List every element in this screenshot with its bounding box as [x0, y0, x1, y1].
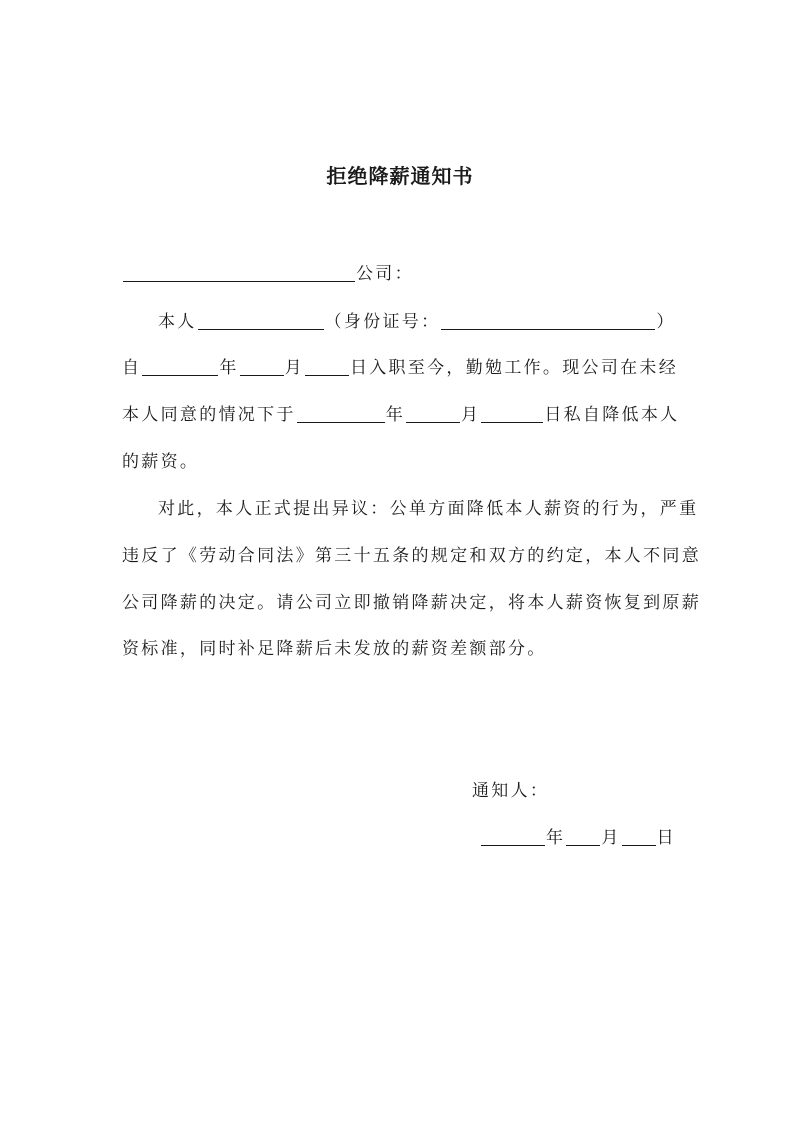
p1-line4: 的薪资。 — [122, 452, 200, 472]
sign-day-label: 日 — [656, 828, 676, 848]
notifier-label: 通知人： — [472, 781, 550, 801]
sign-month-label: 月 — [601, 828, 621, 848]
hire-day-blank[interactable] — [305, 357, 349, 376]
sign-year-blank[interactable] — [481, 827, 545, 846]
p2-line4: 资标准，同时补足降薪后未发放的薪资差额部分。 — [122, 639, 547, 659]
p1-line3-year: 年 — [385, 405, 406, 425]
p1-line3-month: 月 — [461, 405, 481, 425]
cut-month-blank[interactable] — [406, 404, 460, 423]
p1-line3-rest: 日私自降低本人 — [544, 405, 680, 425]
p1-line2 — [122, 353, 682, 378]
p1-line2-month: 月 — [284, 358, 304, 378]
hire-month-blank[interactable] — [240, 357, 284, 376]
p1-line1-prefix: 本人 — [158, 312, 197, 332]
p2-line3: 公司降薪的决定。请公司立即撤销降薪决定，将本人薪资恢复到原薪 — [122, 593, 701, 613]
p1-line2-rest: 日入职至今，勤勉工作。现公司在未经 — [349, 358, 679, 378]
p2-line1: 对此，本人正式提出异议：公单方面降低本人薪资的行为，严重 — [158, 499, 699, 519]
salutation-suffix: 公司： — [356, 264, 414, 284]
p1-line1 — [122, 307, 718, 332]
p1-line2-year: 年 — [219, 358, 239, 378]
document-title: 拒绝降薪通知书 — [326, 164, 474, 188]
p1-line2-start: 自 — [122, 358, 142, 378]
cut-day-blank[interactable] — [481, 404, 543, 423]
signature-date — [480, 823, 676, 848]
cut-year-blank[interactable] — [297, 404, 385, 423]
sign-month-blank[interactable] — [566, 827, 600, 846]
p1-line3-start: 本人同意的情况下于 — [122, 405, 296, 425]
p2-line2: 违反了《劳动合同法》第三十五条的规定和双方的约定，本人不同意 — [122, 546, 701, 566]
p1-line1-suffix: ） — [656, 312, 676, 332]
p1-line3 — [122, 400, 682, 425]
company-name-blank[interactable] — [123, 263, 355, 282]
p1-line1-middle: （身份证号： — [324, 312, 441, 332]
hire-year-blank[interactable] — [142, 357, 218, 376]
sign-year-label: 年 — [546, 828, 566, 848]
salutation-line — [122, 259, 682, 284]
employee-name-blank[interactable] — [198, 311, 324, 330]
sign-day-blank[interactable] — [622, 827, 656, 846]
id-number-blank[interactable] — [441, 311, 655, 330]
